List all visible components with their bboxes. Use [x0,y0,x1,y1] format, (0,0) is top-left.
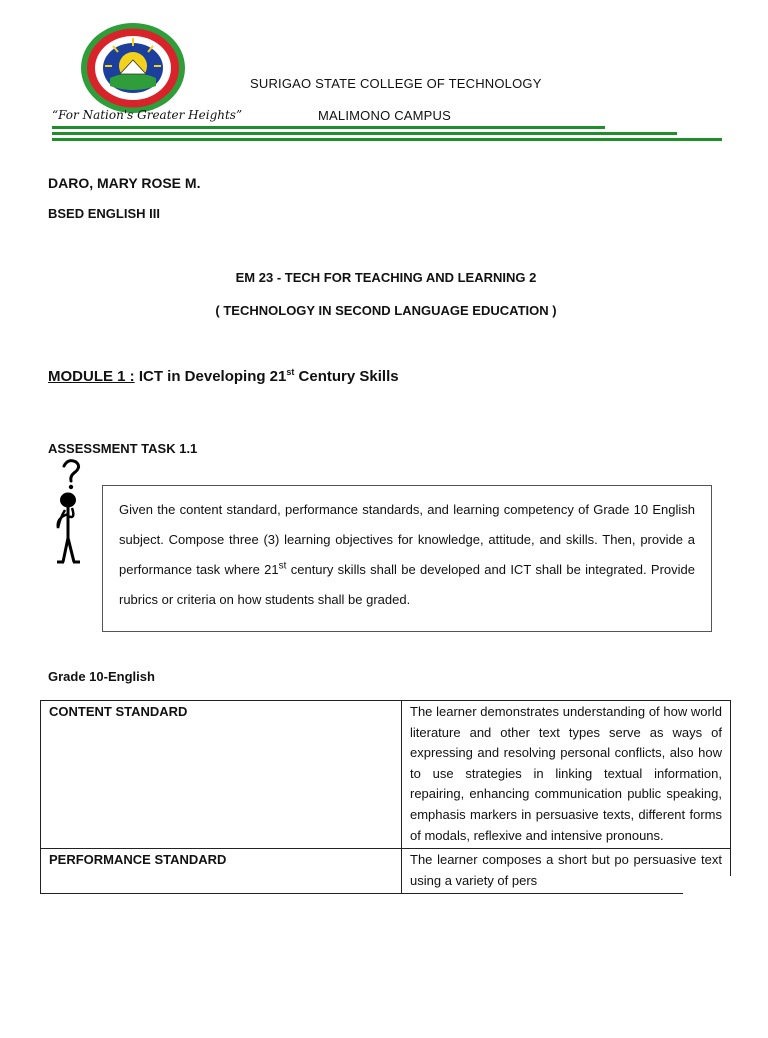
college-name: SURIGAO STATE COLLEGE OF TECHNOLOGY [250,76,542,91]
table-row [41,849,731,894]
thinking-person-icon [46,458,90,566]
student-course: BSED ENGLISH III [48,206,160,221]
standard-label: PERFORMANCE STANDARD [41,849,402,894]
standard-description: The learner composes a short but po persuasive text using a variety of pers [402,849,731,894]
instruction-box [102,485,712,632]
college-seal-icon [80,22,186,114]
header-rule [52,132,677,135]
subject-subtitle: ( TECHNOLOGY IN SECOND LANGUAGE EDUCATION ) [215,303,557,318]
module-title: ICT in Developing 21st Century Skills [138,367,399,385]
instruction-text: Given the content standard, performance standards, and learning competency of Grade 10 English subject. Compose three (3) learning objectives for knowledge, attitude, and skills. Then, provide a performance task where 21st century skills shall be developed and ICT shall be integrated. Provide rubrics or criteria on how students shall be graded. [119,502,695,607]
student-name: DARO, MARY ROSE M. [48,175,201,191]
subject-title: EM 23 - TECH FOR TEACHING AND LEARNING 2 [235,270,537,285]
assessment-title: ASSESSMENT TASK 1.1 [48,441,198,456]
campus-name: MALIMONO CAMPUS [318,108,452,123]
module-label: MODULE 1 : [48,368,135,385]
grade-title: Grade 10-English [48,669,155,684]
standards-table [40,700,731,894]
motto: “For Nation's Greater Heights” [52,108,243,122]
standard-description: The learner demonstrates understanding of how world literature and other text types serve as ways of expressing and resolving personal conflicts, also how to use strategies in linking textual information, repairing, enhancing communication public speaking, emphasis markers in persuasive texts, different forms of modals, reflexive and intensive pronouns. [402,701,731,849]
standard-label: CONTENT STANDARD [41,701,402,849]
module-heading [48,367,399,385]
header-rule [52,126,605,129]
page-crop-mask [0,918,768,1038]
table-row [41,701,731,849]
header-rule [52,138,722,141]
